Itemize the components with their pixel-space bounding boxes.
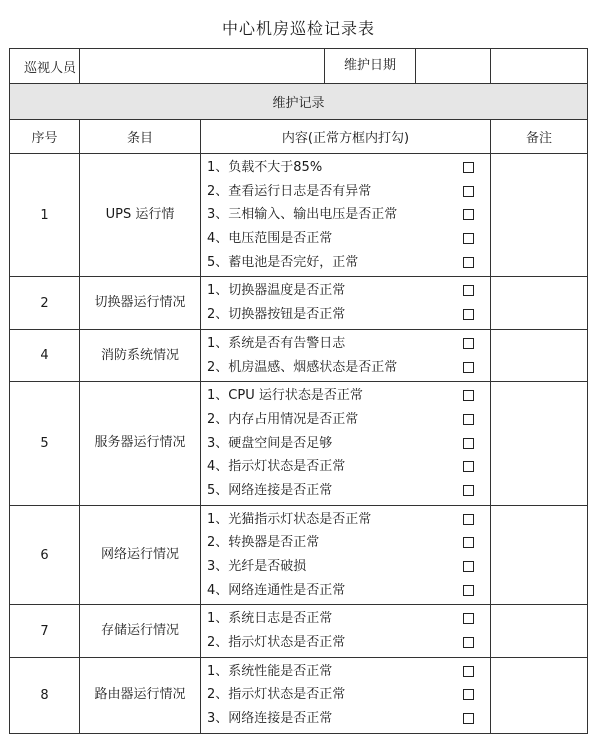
row-topic: 服务器运行情况: [80, 382, 201, 505]
checkbox[interactable]: [463, 162, 474, 173]
row-checklist: [201, 154, 491, 277]
row-topic: UPS 运行情: [80, 154, 201, 277]
checkbox[interactable]: [463, 461, 474, 472]
checklist-item: [207, 479, 490, 503]
checkbox[interactable]: [463, 613, 474, 624]
checklist-item: [207, 303, 490, 327]
checklist-item-label: 2、内存占用情况是否正常: [207, 411, 359, 427]
checkbox[interactable]: [463, 689, 474, 700]
checklist-item-label: 1、系统日志是否正常: [207, 611, 333, 627]
col-header-topic: 条目: [80, 120, 201, 154]
checkbox[interactable]: [463, 585, 474, 596]
table-row: [10, 605, 588, 657]
checkbox[interactable]: [463, 257, 474, 268]
checkbox[interactable]: [463, 285, 474, 296]
checklist-item-label: 2、机房温感、烟感状态是否正常: [207, 359, 398, 375]
checklist-item-label: 1、CPU 运行状态是否正常: [207, 388, 363, 404]
col-header-no: 序号: [10, 120, 80, 154]
checkbox[interactable]: [463, 666, 474, 677]
checkbox[interactable]: [463, 561, 474, 572]
checklist-item-label: 2、转换器是否正常: [207, 535, 320, 551]
inspector-field[interactable]: [80, 49, 325, 83]
checklist-item: [207, 356, 490, 380]
row-topic: 消防系统情况: [80, 329, 201, 381]
row-number: 8: [10, 657, 80, 733]
page-title: 中心机房巡检记录表: [221, 19, 375, 38]
inspection-table: [9, 48, 588, 734]
checkbox[interactable]: [463, 233, 474, 244]
checkbox[interactable]: [463, 713, 474, 724]
checklist-item: [207, 180, 490, 204]
row-note[interactable]: [491, 329, 588, 381]
checklist-item-label: 5、蓄电池是否完好，正常: [207, 254, 359, 270]
checklist-item: [207, 508, 490, 532]
checklist-item: [207, 408, 490, 432]
checklist-item-label: 4、网络连通性是否正常: [207, 582, 346, 598]
date-field-left: [416, 49, 490, 83]
row-note[interactable]: [491, 277, 588, 329]
col-header-note: 备注: [491, 120, 588, 154]
row-topic: 切换器运行情况: [80, 277, 201, 329]
checklist-item-label: 1、切换器温度是否正常: [207, 283, 346, 299]
checklist-item: [207, 432, 490, 456]
row-topic: 存储运行情况: [80, 605, 201, 657]
row-number: 1: [10, 154, 80, 277]
checkbox[interactable]: [463, 186, 474, 197]
checklist-item: [207, 531, 490, 555]
checklist-item: [207, 384, 490, 408]
checklist-item: [207, 251, 490, 275]
section-band: [10, 84, 588, 120]
row-number: 4: [10, 329, 80, 381]
row-number: 7: [10, 605, 80, 657]
row-note[interactable]: [491, 505, 588, 605]
row-checklist: [201, 505, 491, 605]
row-note[interactable]: [491, 605, 588, 657]
row-number: 2: [10, 277, 80, 329]
checklist-item: [207, 279, 490, 303]
row-note[interactable]: [491, 154, 588, 277]
row-topic: 路由器运行情况: [80, 657, 201, 733]
checklist-item: [207, 607, 490, 631]
row-note[interactable]: [491, 657, 588, 733]
row-note[interactable]: [491, 382, 588, 505]
row-checklist: [201, 382, 491, 505]
checklist-item: [207, 227, 490, 251]
checkbox[interactable]: [463, 537, 474, 548]
table-row: [10, 657, 588, 733]
row-topic: 网络运行情况: [80, 505, 201, 605]
checklist-item-label: 1、负载不大于85%: [207, 160, 323, 175]
checkbox[interactable]: [463, 209, 474, 220]
inspector-label: 巡视人员: [10, 49, 80, 84]
checkbox[interactable]: [463, 338, 474, 349]
checklist-item-label: 1、光猫指示灯状态是否正常: [207, 511, 372, 527]
column-header-row: [10, 120, 588, 154]
date-label: 维护日期: [325, 49, 416, 83]
row-number: 6: [10, 505, 80, 605]
checklist-item: [207, 707, 490, 731]
row-number: 5: [10, 382, 80, 505]
checkbox[interactable]: [463, 414, 474, 425]
table-row: [10, 329, 588, 381]
checklist-item: [207, 203, 490, 227]
table-row: [10, 154, 588, 277]
checklist-item-label: 2、查看运行日志是否有异常: [207, 183, 372, 199]
checklist-item-label: 2、指示灯状态是否正常: [207, 635, 346, 651]
table-row: [10, 382, 588, 505]
row-checklist: [201, 329, 491, 381]
checkbox[interactable]: [463, 485, 474, 496]
checklist-item-label: 3、三相输入、输出电压是否正常: [207, 207, 398, 223]
checklist-item: [207, 156, 490, 180]
checklist-item: [207, 332, 490, 356]
checklist-item-label: 3、光纤是否破损: [207, 559, 307, 574]
date-field[interactable]: [491, 49, 588, 84]
checklist-item: [207, 683, 490, 707]
checklist-item-label: 4、电压范围是否正常: [207, 231, 333, 247]
section-title: 维护记录: [10, 84, 588, 120]
checkbox[interactable]: [463, 438, 474, 449]
checkbox[interactable]: [463, 362, 474, 373]
checklist-item-label: 3、硬盘空间是否足够: [207, 435, 333, 451]
table-row: [10, 505, 588, 605]
checklist-item-label: 1、系统是否有告警日志: [207, 335, 346, 351]
header-row: [10, 49, 588, 84]
row-checklist: [201, 277, 491, 329]
row-checklist: [201, 657, 491, 733]
checklist-item-label: 1、系统性能是否正常: [207, 663, 333, 679]
checklist-item-label: 3、网络连接是否正常: [207, 711, 333, 727]
checklist-item-label: 5、网络连接是否正常: [207, 482, 333, 498]
col-header-content: 内容(正常方框内打勾): [201, 120, 491, 154]
checklist-item: [207, 631, 490, 655]
checklist-item: [207, 555, 490, 579]
table-row: [10, 277, 588, 329]
checkbox[interactable]: [463, 390, 474, 401]
checklist-item-label: 4、指示灯状态是否正常: [207, 459, 346, 475]
checklist-item-label: 2、切换器按钮是否正常: [207, 307, 346, 323]
checklist-item: [207, 455, 490, 479]
checkbox[interactable]: [463, 514, 474, 525]
checkbox[interactable]: [463, 637, 474, 648]
checklist-item: [207, 579, 490, 603]
checklist-item-label: 2、指示灯状态是否正常: [207, 687, 346, 703]
row-checklist: [201, 605, 491, 657]
checklist-item: [207, 660, 490, 684]
checkbox[interactable]: [463, 309, 474, 320]
